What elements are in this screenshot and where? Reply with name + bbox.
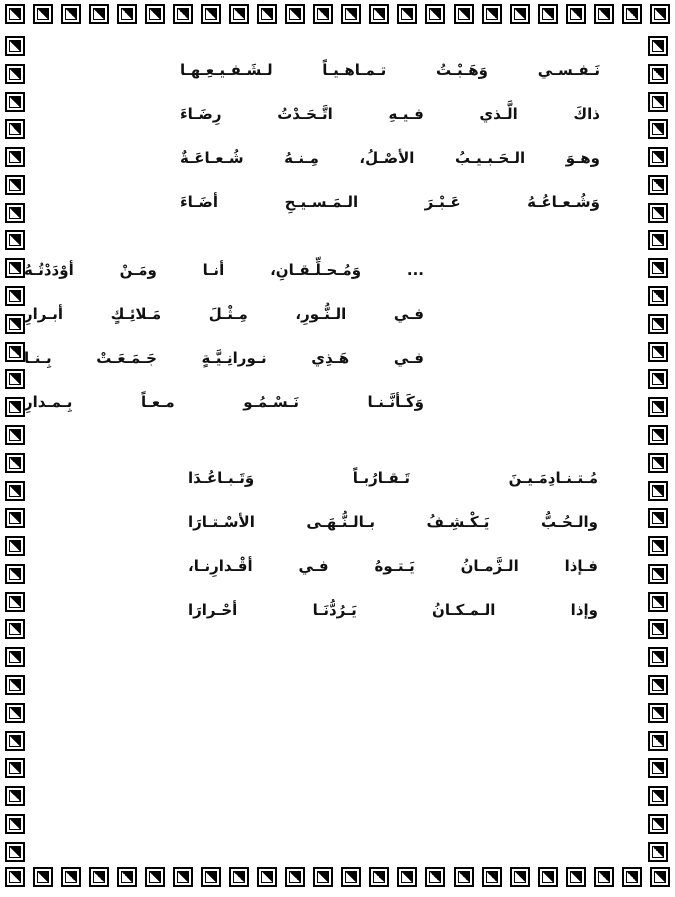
border-tile (5, 92, 25, 112)
border-tile (538, 4, 558, 24)
border-tile (397, 4, 417, 24)
border-tile (285, 4, 305, 24)
border-tile (5, 481, 25, 501)
poem-line: ... وَمُـحـلِّـقـانِ، أنـا ومَـنْ أوْدَدْتُـهُ (24, 261, 424, 279)
border-tile (5, 508, 25, 528)
border-tile (648, 842, 668, 862)
border-tile (510, 867, 530, 887)
border-tile (594, 867, 614, 887)
border-tile (145, 4, 165, 24)
border-tile (648, 425, 668, 445)
border-tile (425, 4, 445, 24)
border-tile (33, 867, 53, 887)
border-tile (5, 758, 25, 778)
border-tile (648, 814, 668, 834)
border-tile (648, 342, 668, 362)
border-tile (648, 175, 668, 195)
border-tile (5, 64, 25, 84)
border-tile (648, 119, 668, 139)
border-tile (648, 314, 668, 334)
border-tile (5, 842, 25, 862)
poem-line: مُـتـنـادِمَـيـنَ تَـقـارُبـاً وَتَـبـاعُـدَا (188, 469, 598, 487)
border-tile (257, 867, 277, 887)
border-tile (5, 453, 25, 473)
border-tile (510, 4, 530, 24)
border-tile (648, 64, 668, 84)
poem-line: فـي هَـذِي نـورانِـيَّـةٍ جَـمَـعَـتْ بِـنـا (24, 349, 424, 367)
border-tile (5, 592, 25, 612)
poem-line: وَكَـأنَّـنـا نَـسْـمُـو مـعـاً بِـمـدارِ (24, 393, 424, 411)
border-tile (5, 286, 25, 306)
border-tile (5, 814, 25, 834)
poem-line: والـحُـبُّ يَـكْـشِـفُ بـالـنُّـهَـى الأسْـتـارَا (188, 513, 598, 531)
border-tile (425, 867, 445, 887)
border-tile (313, 4, 333, 24)
border-tile (5, 369, 25, 389)
border-tile (5, 425, 25, 445)
border-tile (285, 867, 305, 887)
border-tile (61, 867, 81, 887)
border-tile (5, 147, 25, 167)
border-tile (5, 867, 25, 887)
border-tile (648, 564, 668, 584)
border-tile (650, 4, 670, 24)
border-tile (648, 147, 668, 167)
poem-line: فـي الـنُّـورِ، مِـثْـلَ مَـلائِـكٍ أبـرارِ (24, 305, 424, 323)
border-tile (397, 867, 417, 887)
border-tile (89, 4, 109, 24)
poem-stanza-2 (24, 248, 424, 424)
left-border (5, 36, 29, 862)
border-tile (5, 647, 25, 667)
poem-stanza-1 (180, 48, 600, 224)
border-tile (482, 4, 502, 24)
border-tile (341, 4, 361, 24)
border-tile (5, 36, 25, 56)
border-tile (648, 508, 668, 528)
border-tile (5, 564, 25, 584)
border-tile (5, 230, 25, 250)
border-tile (648, 286, 668, 306)
border-tile (341, 867, 361, 887)
border-tile (117, 867, 137, 887)
border-tile (5, 342, 25, 362)
border-tile (454, 867, 474, 887)
border-tile (5, 703, 25, 723)
poem-line: وَشُـعـاعُـهُ عَـبْـرَ الـمَـسـيـحِ أضَـاءَ (180, 193, 600, 211)
border-tile (648, 92, 668, 112)
border-tile (566, 4, 586, 24)
border-tile (648, 258, 668, 278)
border-tile (648, 453, 668, 473)
border-tile (648, 369, 668, 389)
border-tile (5, 175, 25, 195)
border-tile (648, 675, 668, 695)
border-tile (5, 4, 25, 24)
border-tile (369, 4, 389, 24)
top-border (0, 4, 675, 28)
border-tile (89, 867, 109, 887)
border-tile (5, 731, 25, 751)
border-tile (622, 867, 642, 887)
border-tile (648, 758, 668, 778)
border-tile (648, 397, 668, 417)
poem-stanza-3 (188, 456, 598, 632)
border-tile (648, 36, 668, 56)
border-tile (648, 647, 668, 667)
border-tile (61, 4, 81, 24)
border-tile (5, 536, 25, 556)
border-tile (173, 867, 193, 887)
border-tile (5, 786, 25, 806)
border-tile (229, 4, 249, 24)
border-tile (369, 867, 389, 887)
border-tile (648, 703, 668, 723)
border-tile (117, 4, 137, 24)
border-tile (648, 203, 668, 223)
border-tile (5, 397, 25, 417)
poem-line: ذاكَ الَّـذي فـيـهِ اتَّـحَـدْتُ رِضَـاءَ (180, 105, 600, 123)
border-tile (566, 867, 586, 887)
border-tile (257, 4, 277, 24)
border-tile (650, 867, 670, 887)
bottom-border (0, 867, 675, 891)
border-tile (5, 119, 25, 139)
border-tile (33, 4, 53, 24)
border-tile (229, 867, 249, 887)
poem-line: نَـفـسـي وَهَـبْـتُ تـمـاهـيـاً لـشَـفـيـعِـهـا (180, 61, 600, 79)
border-tile (5, 619, 25, 639)
border-tile (648, 536, 668, 556)
border-tile (648, 786, 668, 806)
border-tile (648, 619, 668, 639)
border-tile (5, 203, 25, 223)
border-tile (454, 4, 474, 24)
border-tile (5, 314, 25, 334)
poem-line: وهـوَ الـحَـبـيـبُ الأصْـلُ، مِـنـهُ شُـعـاعَـةٌ (180, 149, 600, 167)
border-tile (145, 867, 165, 887)
border-tile (201, 867, 221, 887)
border-tile (594, 4, 614, 24)
border-tile (538, 867, 558, 887)
border-tile (482, 867, 502, 887)
poem-line: وإذا الـمـكـانُ يَـرُدُّنَـا أحْـرارَا (188, 601, 598, 619)
right-border (648, 36, 672, 862)
border-tile (173, 4, 193, 24)
border-tile (648, 481, 668, 501)
border-tile (5, 675, 25, 695)
border-tile (313, 867, 333, 887)
border-tile (622, 4, 642, 24)
poem-line: فـإذا الـزَّمـانُ يَـتـوهُ فـي أقْـدارِنـا، (188, 557, 598, 575)
border-tile (648, 592, 668, 612)
border-tile (201, 4, 221, 24)
border-tile (648, 731, 668, 751)
border-tile (5, 258, 25, 278)
border-tile (648, 230, 668, 250)
